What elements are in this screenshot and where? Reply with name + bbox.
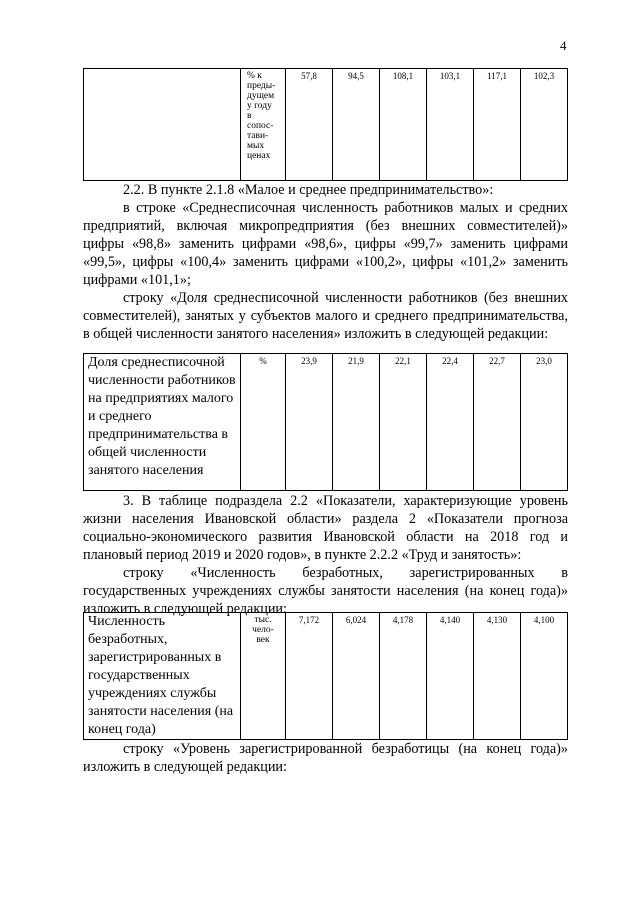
paragraph: строку «Уровень зарегистрированной безработицы (на конец года)» изложить в следующей редакции: — [83, 741, 568, 775]
value-cell: 102,3 — [521, 69, 568, 181]
value-cell: 23,0 — [521, 354, 568, 491]
paragraph: 3. В таблице подраздела 2.2 «Показатели, характеризующие уровень жизни населения Ивановской области» раздела 2 «Показатели прогноза социально-экономического развития Ивановской области на 2018 год и плановый период 2019 и 2020 годов», в пункте 2.2.2 «Труд и занятость»: — [83, 493, 568, 563]
value-cell: 21,9 — [333, 354, 380, 491]
value-cell: 22,4 — [427, 354, 474, 491]
value-cell: 23,9 — [286, 354, 333, 491]
paragraph: строку «Доля среднесписочной численности работников (без внешних совместителей), занятых у субъектов малого и среднего предпринимательства, в общей численности занятого населения» изложить в следующей редакции: — [83, 290, 568, 342]
table-sme-share — [83, 353, 568, 491]
paragraph: в строке «Среднесписочная численность работников малых и средних предприятий, включая микропредприятия (без внешних совместителей)» цифры «98,8» заменить цифрами «98,6», цифры «99,7» заменить цифрами «99,5», цифры «100,4» заменить цифрами «100,2», цифры «101,2» заменить цифрами «101,1»; — [83, 200, 568, 288]
value-cell: 6,024 — [333, 613, 380, 740]
indicator-name-cell — [84, 69, 241, 181]
value-cell: 7,172 — [286, 613, 333, 740]
value-cell: 4,130 — [474, 613, 521, 740]
section-3-text — [83, 492, 568, 618]
value-cell: 117,1 — [474, 69, 521, 181]
unit-cell: % к преды- дущем у году в сопос- тави- мых ценах — [241, 69, 286, 181]
value-cell: 4,140 — [427, 613, 474, 740]
section-2-2-text — [83, 181, 568, 343]
value-cell: 94,5 — [333, 69, 380, 181]
value-cell: 22,7 — [474, 354, 521, 491]
page-number: 4 — [560, 38, 567, 53]
value-cell: 22,1 — [380, 354, 427, 491]
unit-cell: тыс. чело- век — [241, 613, 286, 740]
value-cell: 4,100 — [521, 613, 568, 740]
section-heading: 2.2. В пункте 2.1.8 «Малое и среднее предпринимательство»: — [123, 182, 494, 198]
value-cell: 108,1 — [380, 69, 427, 181]
value-cell: 103,1 — [427, 69, 474, 181]
value-cell: 4,178 — [380, 613, 427, 740]
value-cell: 57,8 — [286, 69, 333, 181]
indicator-name-cell: Численность безработных, зарегистрированных в государственных учреждениях службы занятости населения (на конец года) — [84, 613, 241, 740]
indicator-name-cell: Доля среднесписочной численности работников на предприятиях малого и среднего предпринимательства в общей численности занятого населения — [84, 354, 241, 491]
table-price-index — [83, 68, 568, 181]
closing-text — [83, 740, 568, 776]
unit-cell: % — [241, 354, 286, 491]
paragraph: строку «Численность безработных, зарегистрированных в государственных учреждениях службы занятости населения (на конец года)» изложить в следующей редакции: — [83, 565, 568, 617]
table-unemployed — [83, 612, 568, 740]
